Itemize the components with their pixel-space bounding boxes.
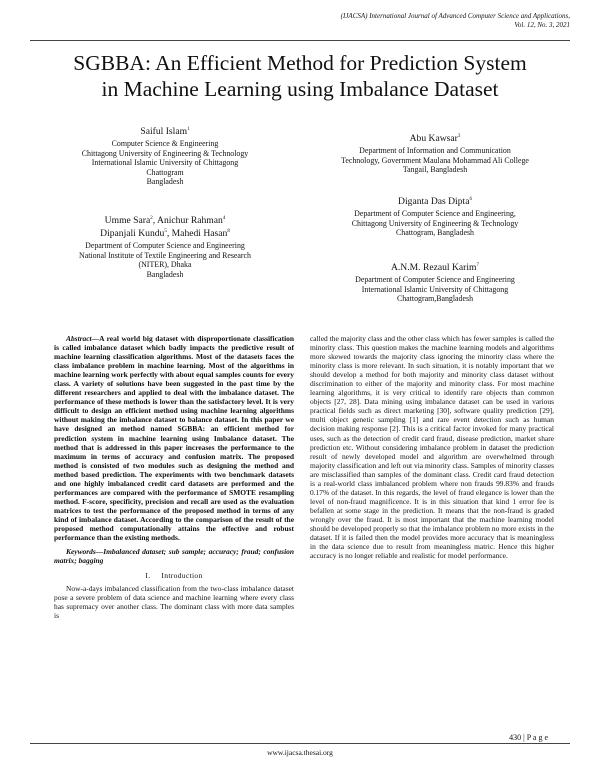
intro-paragraph-left: Now-a-days imbalanced classification from the two-class imbalance dataset pose a severe problem of data science and machine learning where every class has supremacy over another class. The dominant class with more data samples is bbox=[54, 584, 294, 621]
author-affiliation: Tangail, Bangladesh bbox=[402, 165, 468, 174]
keywords-label: Keywords— bbox=[66, 547, 104, 557]
journal-header-line2: Vol. 12, No. 3, 2021 bbox=[514, 21, 570, 29]
author-affiliation: National Institute of Textile Engineering and Research bbox=[79, 250, 251, 260]
abstract-label: Abstract— bbox=[66, 334, 100, 343]
author-names-line2: Dipanjali Kundu$^5$, Mahedi Hasan$^8$ bbox=[100, 228, 230, 239]
author-name: Saiful Islam$^1$ bbox=[140, 126, 190, 137]
author-affiliation: International Islamic University of Chittagong bbox=[361, 284, 509, 294]
author-affiliation: Chattogram,Bangladesh bbox=[396, 294, 474, 303]
author-affiliation: International Islamic University of Chittagong bbox=[91, 158, 239, 167]
author-affiliation: Bangladesh bbox=[146, 177, 184, 186]
keywords bbox=[54, 547, 294, 565]
author-name: Abu Kawsar$^3$ bbox=[409, 133, 461, 144]
left-column bbox=[54, 334, 294, 620]
abstract bbox=[54, 334, 294, 542]
journal-header-line1: (IJACSA) International Journal of Advanced Computer Science and Applications, bbox=[340, 12, 570, 20]
page-number: 430 | P a g e bbox=[509, 733, 548, 742]
title-line2: in Machine Learning using Imbalance Dataset bbox=[101, 77, 499, 101]
right-column bbox=[310, 334, 554, 560]
author-name: A.N.M. Rezaul Karim$^7$ bbox=[390, 262, 480, 273]
keywords-text: Imbalanced dataset; sub sample; accuracy; fraud; confusion matrix; bagging bbox=[54, 547, 294, 566]
author-affiliation: Department of Computer Science and Engineering, bbox=[354, 209, 516, 218]
header-rule bbox=[30, 40, 570, 41]
author-affiliation: Computer Science & Engineering bbox=[111, 139, 219, 148]
author-affiliation: Chittagong University of Engineering & Technology bbox=[351, 218, 519, 228]
author-name: Diganta Das Dipta$^6$ bbox=[398, 196, 472, 207]
footer-url: www.ijacsa.thesai.org bbox=[267, 748, 333, 757]
paper-title bbox=[20, 50, 580, 102]
author-block-2 bbox=[30, 215, 300, 279]
author-affiliation: Chittagong University of Engineering & Technology bbox=[81, 148, 249, 158]
author-affiliation: Chattogram bbox=[146, 167, 184, 177]
author-affiliation: Department of Computer Science and Engineering bbox=[355, 275, 515, 284]
author-block-4 bbox=[300, 196, 570, 238]
author-names-line1: Umme Sara$^2$, Anichur Rahman$^4$ bbox=[104, 215, 226, 226]
author-affiliation: Bangladesh bbox=[146, 269, 184, 279]
author-affiliation: Department of Information and Communication bbox=[359, 146, 511, 155]
author-affiliation: Department of Computer Science and Engineering bbox=[85, 241, 245, 250]
intro-paragraph-right: called the majority class and the other class which has fewer samples is called the minority class. This question makes the machine learning models and algorithms more skewed towards the majority class ignoring the minority class where the minority class is more relevant. In such situation, it is notably important that we should develop a method for both majority and minority class dataset without discrimination to either of the majority and minority class. For most machine learning algorithms, it is very critical to identify rare objects than common objects [27, 28]. Data mining using imbalance dataset can be used in various practical fields such as direct marketing [30], software quality prediction [29], multi object genetic sampling [1] and rare event detection such as human decision making response [2]. This is a critical factor invoked for many practical uses, such as the detection of credit card fraud, disease prediction, market share prediction etc. Without considering imbalance problem in dataset the prediction result of newly developed model and algorithm are overwhelmed through majority classification and left out via minority class. Samples of minority classes are misclassified than samples of the dominant class. Credit card fraud detection is a real-world class imbalanced problem where non frauds 99.83% and frauds 0.17% of the dataset. In this regards, the level of fraud elegance is lower than the level of non-fraud magnificence. It is in this situation that kind 1 error fee is befallen at some stage in the prediction. It means that the non-fraud is graded wrongly over the fraud. It is most important that the machine learning model should be developed properly so that the imbalance problem no more exists in the dataset. If it is failed then the model provides more accuracy that is meaningless in the data science due to result from meaningless matric. Hence this higher accuracy is no longer reliable and realistic for model performance. bbox=[310, 334, 554, 561]
author-affiliation: Chattogram, Bangladesh bbox=[395, 228, 474, 237]
author-affiliation: Technology, Government Maulana Mohammad Ali College bbox=[341, 155, 529, 165]
abstract-text: A real world big dataset with disproportionate classification is called imbalance dataset which badly impacts the predictive result of machine learning classification algorithms. Most of the datasets faces the class imbalance problem in machine learning. Most of the algorithms in machine learning work perfectly with about equal samples counts for every class. A variety of solutions have been suggested in the past time by the different researchers and applied to deal with the imbalance dataset. The performance of these methods is lower than the satisfactory level. It is very difficult to design an efficient method using machine learning algorithms without making the imbalance dataset to balance dataset. In this paper we have designed an method named SGBBA: an efficient method for prediction system in machine learning using Imbalance dataset. The method that is addressed in this paper increases the performance to the maximum in terms of accuracy and confusion matrix. The proposed method is consisted of two modules such as designing the method and method based prediction. The experiments with two benchmark datasets and one highly imbalanced credit card datasets are performed and the performances are compared with the performance of SMOTE resampling method. F-score, specificity, precision and recall are used as the evaluation matrices to test the performance of the proposed method in terms of any kind of imbalance dataset. According to the comparison of the result of the proposed method computationally attains the effective and robust performance than the existing methods. bbox=[54, 334, 294, 543]
title-line1: SGBBA: An Efficient Method for Prediction System bbox=[73, 51, 527, 75]
author-block-5 bbox=[300, 262, 570, 304]
author-block-1 bbox=[40, 126, 290, 187]
author-affiliation: (NITER), Dhaka bbox=[138, 260, 192, 269]
journal-header bbox=[210, 12, 570, 30]
footer-rule bbox=[30, 743, 570, 744]
author-block-3 bbox=[300, 133, 570, 175]
section-heading-introduction: I. Introduction bbox=[145, 571, 203, 581]
